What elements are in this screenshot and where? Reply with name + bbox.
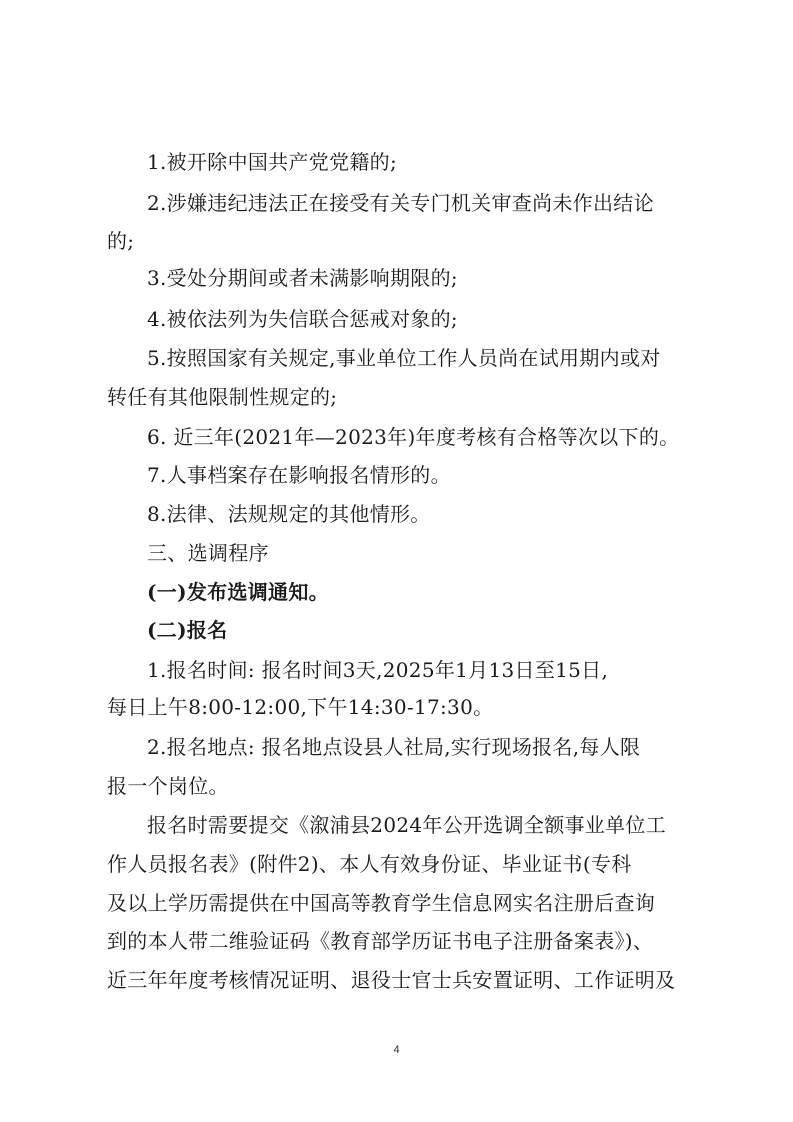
- submission-paragraph-line-3: 及以上学历需提供在中国高等教育学生信息网实名注册后查询: [107, 891, 656, 915]
- list-item-4: 4.被依法列为失信联合惩戒对象的;: [147, 307, 458, 331]
- subsection-heading-1: (一)发布选调通知。: [147, 580, 329, 604]
- registration-location-continuation: 报一个岗位。: [107, 774, 229, 798]
- list-item-6: 6. 近三年(2021年—2023年)年度考核有合格等次以下的。: [147, 425, 680, 449]
- registration-time-continuation: 每日上午8:00-12:00,下午14:30-17:30。: [107, 695, 494, 719]
- submission-paragraph-line-2: 作人员报名表》(附件2)、本人有效身份证、毕业证书(专科: [107, 852, 632, 876]
- submission-paragraph-line-4: 到的本人带二维验证码《教育部学历证书电子注册备案表》)、: [107, 929, 654, 953]
- registration-time: 1.报名时间: 报名时间3天,2025年1月13日至15日,: [147, 658, 609, 682]
- registration-location: 2.报名地点: 报名地点设县人社局,实行现场报名,每人限: [147, 735, 641, 759]
- list-item-8: 8.法律、法规规定的其他情形。: [147, 502, 431, 526]
- list-item-5: 5.按照国家有关规定,事业单位工作人员尚在试用期内或对: [147, 346, 661, 370]
- list-item-3: 3.受处分期间或者未满影响期限的;: [147, 266, 458, 290]
- section-heading: 三、选调程序: [147, 541, 269, 565]
- list-item-2-continuation: 的;: [107, 229, 135, 253]
- page-number: 4: [393, 1044, 400, 1056]
- list-item-5-continuation: 转任有其他限制性规定的;: [107, 385, 338, 409]
- list-item-1: 1.被开除中国共产党党籍的;: [147, 150, 398, 174]
- list-item-2: 2.涉嫌违纪违法正在接受有关专门机关审查尚未作出结论: [147, 191, 654, 215]
- submission-paragraph-line-5: 近三年年度考核情况证明、退役士官士兵安置证明、工作证明及: [107, 968, 676, 992]
- subsection-heading-2: (二)报名: [147, 618, 228, 642]
- list-item-7: 7.人事档案存在影响报名情形的。: [147, 463, 451, 487]
- submission-paragraph: 报名时需要提交《溆浦县2024年公开选调全额事业单位工: [147, 813, 666, 837]
